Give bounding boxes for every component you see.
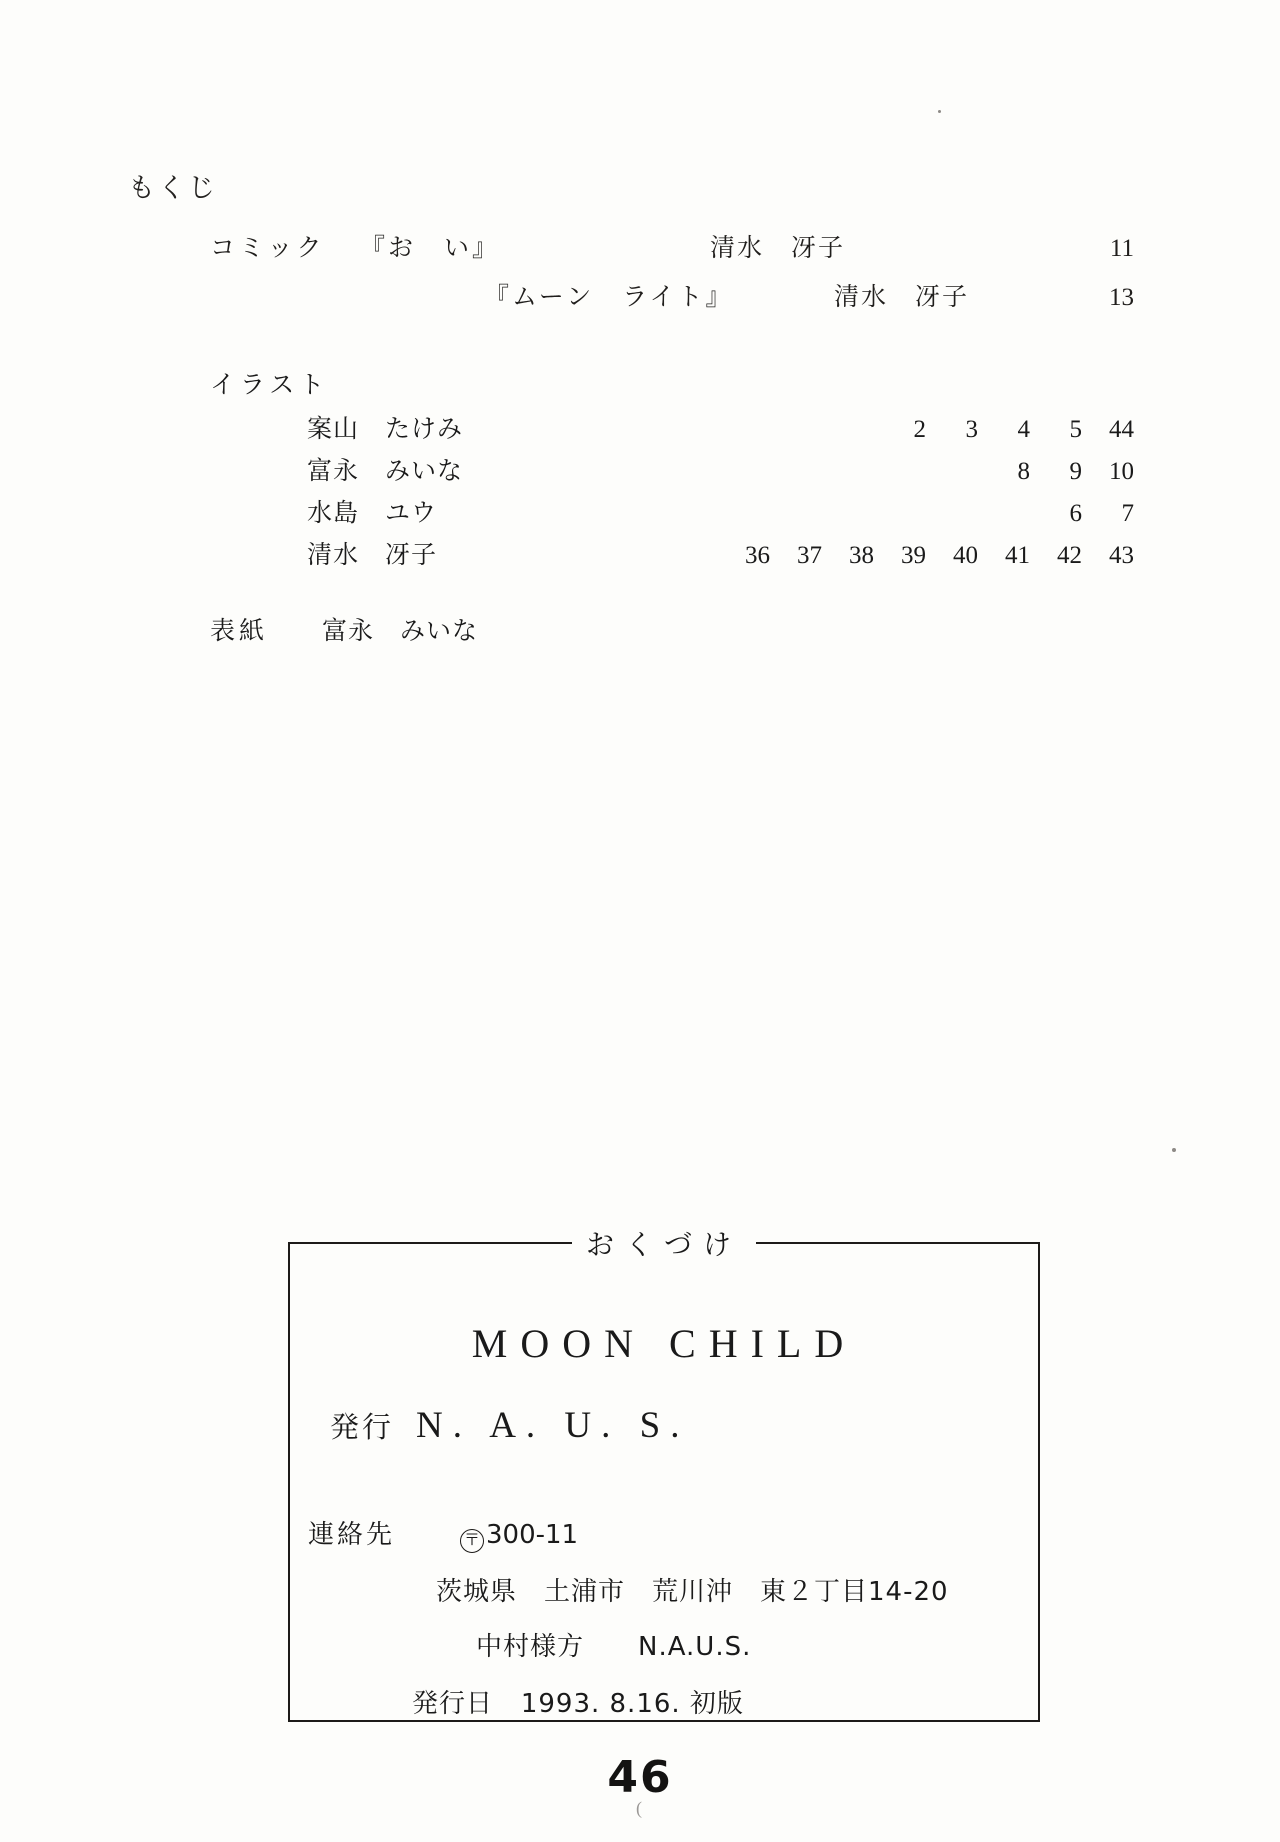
postal-mark-icon: 〒 (460, 1529, 484, 1553)
toc-heading: もくじ (128, 173, 218, 204)
illustrator-name: 清水 冴子 (307, 540, 438, 569)
toc-illustrator-row (210, 535, 1140, 577)
page-ref: 9 (1069, 458, 1082, 485)
page-ref: 3 (965, 416, 978, 443)
work-title: MOON CHILD (471, 1321, 857, 1366)
scan-speck (1172, 1148, 1176, 1152)
toc-title: 『お い』 (360, 233, 501, 262)
publication-date (308, 1683, 1024, 1720)
page-ref: 38 (849, 542, 874, 569)
toc-illustrator-row (210, 409, 1140, 451)
address-line-2: 中村様方 N.A.U.S. (476, 1632, 752, 1662)
toc-page: 13 (1109, 284, 1134, 311)
cover-artist: 富永 みいな (322, 616, 479, 645)
scan-mark: ( (636, 1798, 642, 1818)
page-ref: 41 (1005, 542, 1030, 569)
colophon-box (288, 1228, 1040, 1722)
rule-left (400, 1242, 550, 1244)
postal-code-value: 300-11 (486, 1520, 579, 1550)
contact-row (308, 1514, 1024, 1553)
page-ref: 43 (1109, 542, 1134, 569)
page-ref: 6 (1069, 500, 1082, 527)
table-of-contents (210, 228, 1140, 655)
spacer (210, 326, 1140, 360)
toc-page: 11 (1109, 235, 1134, 262)
illustrator-pages (507, 542, 1140, 570)
pubdate-value: 1993. 8.16. 初版 (520, 1689, 744, 1719)
page-ref: 44 (1109, 416, 1134, 443)
page-ref: 36 (745, 542, 770, 569)
toc-category-comic: コミック (210, 233, 326, 262)
toc-row-comic-1 (210, 228, 1140, 277)
illustrator-name: 水島 ユウ (307, 498, 438, 527)
publisher-line (330, 1404, 689, 1447)
page-ref: 7 (1121, 500, 1134, 527)
page-ref: 2 (913, 416, 926, 443)
address-line-1: 茨城県 土浦市 荒川沖 東２丁目14-20 (436, 1577, 949, 1607)
contact-block (308, 1514, 1024, 1720)
publisher-name: N. A. U. S. (416, 1405, 690, 1446)
illustrator-pages (507, 458, 1140, 486)
publisher-label: 発行 (330, 1410, 395, 1444)
page-ref: 4 (1017, 416, 1030, 443)
rule-right (778, 1242, 928, 1244)
illustrator-pages (507, 416, 1140, 444)
page-number: 46 (607, 1752, 673, 1803)
page-ref: 39 (901, 542, 926, 569)
toc-cover-row (210, 611, 1140, 655)
colophon-title: おくづけ (572, 1223, 756, 1263)
page-ref: 8 (1017, 458, 1030, 485)
page-ref: 40 (953, 542, 978, 569)
page-ref: 5 (1069, 416, 1082, 443)
toc-row-comic-2 (210, 277, 1140, 326)
spacer (210, 577, 1140, 611)
page-ref: 10 (1109, 458, 1134, 485)
page-ref: 37 (797, 542, 822, 569)
illustrator-name: 富永 みいな (307, 456, 464, 485)
colophon-title-row (290, 1223, 1038, 1263)
toc-illustrator-row (210, 451, 1140, 493)
contact-label: 連絡先 (308, 1520, 396, 1550)
illustrator-pages (507, 500, 1140, 528)
toc-illustrator-row (210, 493, 1140, 535)
toc-title: 『ムーン ライト』 (484, 282, 734, 311)
illustrator-name: 案山 たけみ (307, 414, 464, 443)
cover-label: 表紙 (210, 616, 269, 645)
toc-author: 清水 冴子 (710, 233, 846, 262)
toc-category-illustration: イラスト (210, 370, 330, 399)
pubdate-label: 発行日 (412, 1689, 494, 1719)
page-ref: 42 (1057, 542, 1082, 569)
toc-author: 清水 冴子 (834, 282, 970, 311)
postal-code (460, 1520, 578, 1553)
scan-speck (938, 110, 941, 113)
